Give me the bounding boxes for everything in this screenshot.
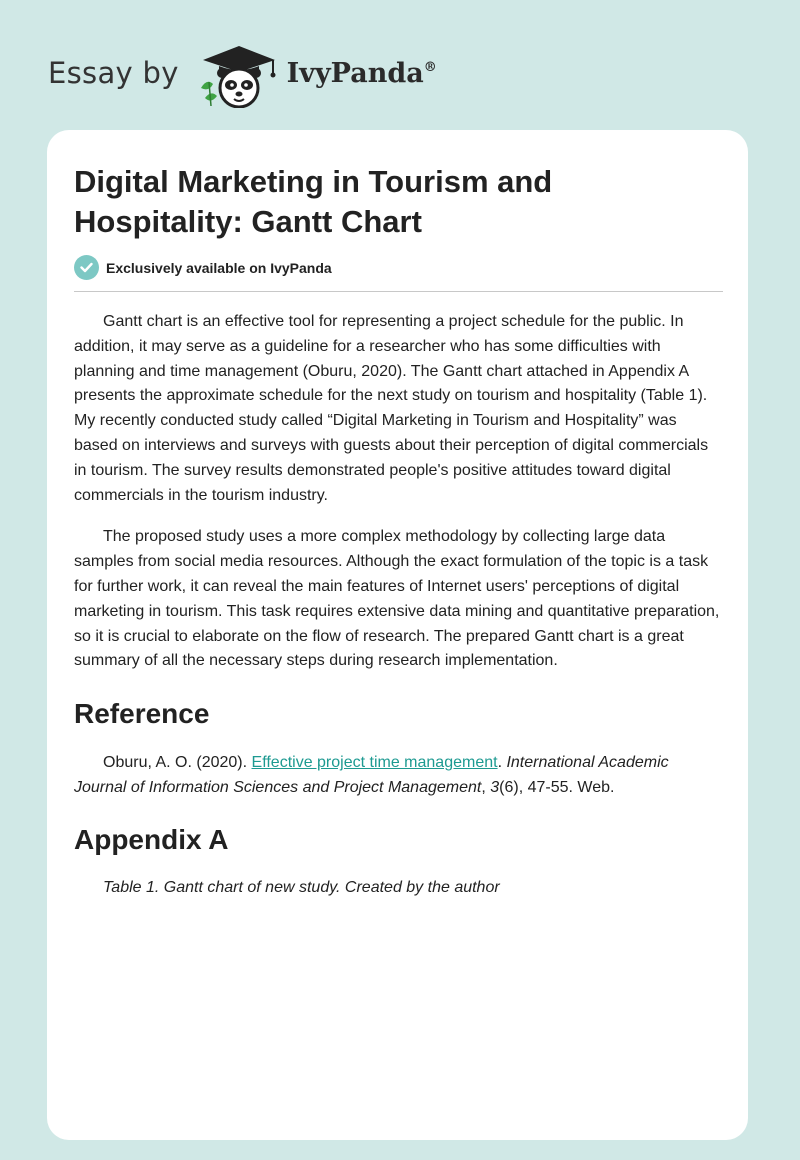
body-paragraph-1: Gantt chart is an effective tool for representing a project schedule for the public. In addition, it may serve as a guideline for a researcher who has some difficulties with planning and time management (Oburu, 2020). The Gantt chart attached in Appendix A presents the approximate schedule for the next study on tourism and hospitality (Table 1). My recently conducted study called “Digital Marketing in Tourism and Hospitality” was based on interviews and surveys with guests about their perception of digital commercials in tourism. The survey results demonstrated people's positive attitudes toward digital commercials in the tourism industry. (74, 313, 709, 504)
body-paragraph-2: The proposed study uses a more complex methodology by collecting large data samples from social media resources. Although the exact formulation of the topic is a task for further work, it can reveal the main features of Internet users' perceptions of digital marketing in tourism. This task requires extensive data mining and quantitative preparation, so it is crucial to elaborate on the flow of research. The prepared Gantt chart is a great summary of all the necessary steps during research implementation. (74, 528, 720, 670)
exclusive-label: Exclusively available on IvyPanda (106, 259, 332, 276)
essay-content (74, 162, 723, 897)
reference-authors: Oburu, A. O. (2020). (103, 754, 252, 772)
reference-link[interactable]: Effective project time management (251, 754, 498, 772)
registered-mark: ® (423, 59, 437, 75)
reference-rest: (6), 47-55. Web. (499, 779, 615, 797)
page-title: Digital Marketing in Tourism and Hospitality: Gantt Chart (74, 164, 553, 239)
reference-comma: , (481, 779, 491, 797)
divider (74, 291, 723, 292)
panda-logo-icon[interactable] (193, 38, 285, 108)
essay-card (47, 130, 748, 1140)
check-icon (74, 255, 99, 280)
reference-journal: International Academic Journal of Information Sciences and Project Management (74, 754, 669, 797)
brand-name-text: IvyPanda (286, 57, 424, 89)
reference-heading: Reference (74, 698, 210, 730)
appendix-heading: Appendix A (74, 824, 229, 856)
reference-entry (74, 750, 723, 800)
site-header (48, 38, 437, 108)
brand-name[interactable] (287, 58, 437, 89)
table-caption: Table 1. Gantt chart of new study. Created by the author (103, 879, 500, 897)
exclusive-badge (74, 255, 723, 280)
brand-prefix: Essay by (48, 56, 179, 90)
reference-after-link: . (497, 754, 507, 772)
reference-volume: 3 (490, 779, 500, 797)
